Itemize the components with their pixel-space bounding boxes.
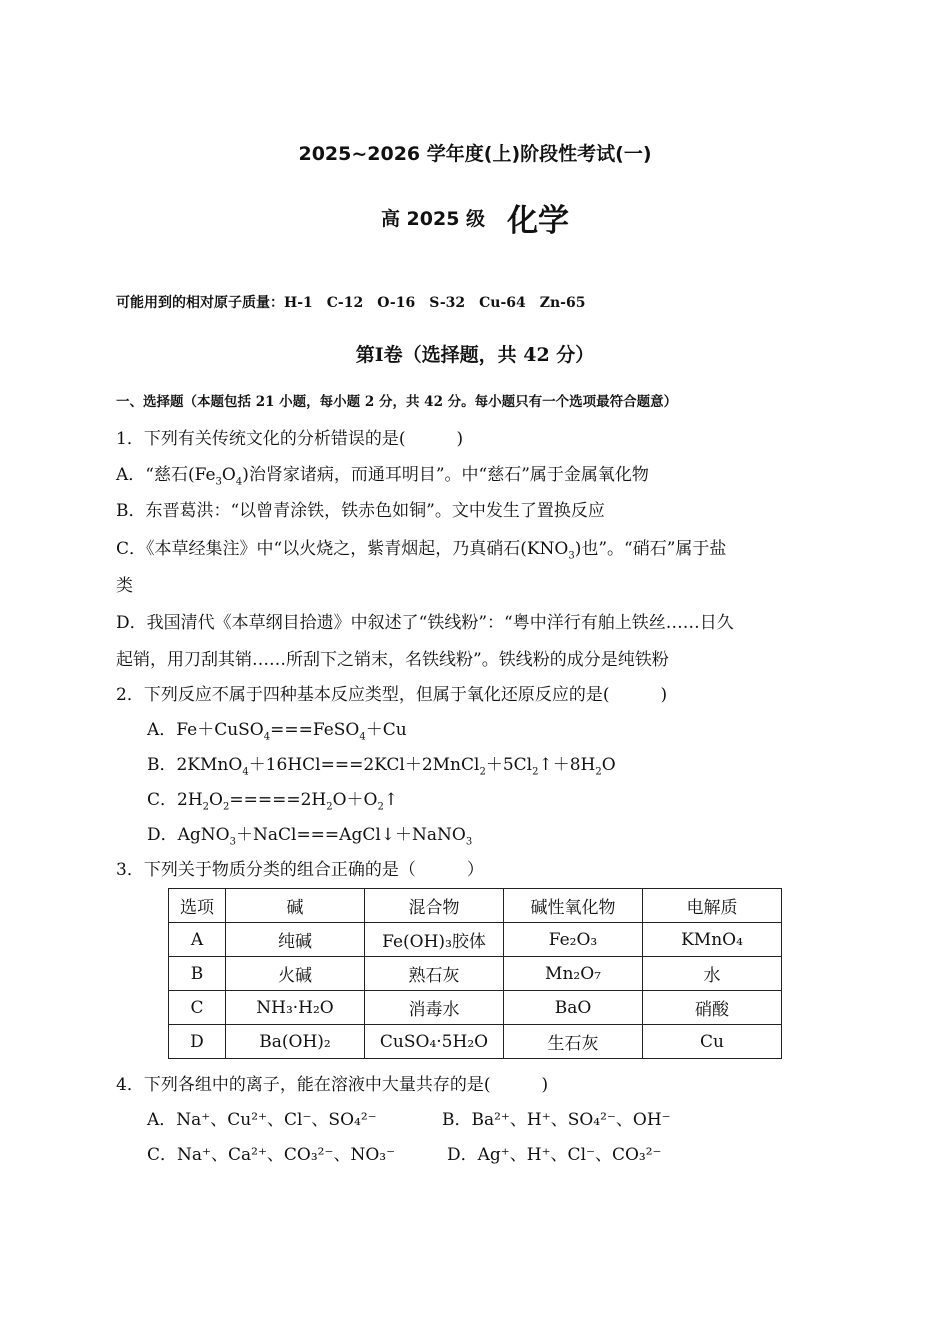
atomic-mass-item: H-1	[284, 295, 313, 311]
table-cell: CuSO₄·5H₂O	[365, 1025, 504, 1059]
table-cell: 水	[643, 957, 782, 991]
atomic-mass-item: Zn-65	[539, 295, 586, 311]
section-description: 一、选择题（本题包括 21 小题，每小题 2 分，共 42 分。每小题只有一个选项最符合题意）	[116, 394, 678, 410]
q1-option-c: C．《本草经集注》中“以火烧之，紫青烟起，乃真硝石$(KNO_3)$也”。“硝石”属于盐	[116, 539, 727, 562]
table-header-cell: 混合物	[365, 889, 504, 923]
table-header-row	[169, 889, 782, 923]
section-title: 第Ⅰ卷（选择题，共 42 分）	[355, 344, 595, 366]
table-cell: BaO	[504, 991, 643, 1025]
table-row	[169, 957, 782, 991]
q3-stem: 3．下列关于物质分类的组合正确的是（ ）	[116, 860, 484, 880]
table-row	[169, 923, 782, 957]
q2-option-a: A．Fe＋CuSO$_4$===FeSO$_4$＋Cu	[147, 720, 407, 743]
atomic-mass-item: Cu-64	[479, 295, 526, 311]
table-header-cell: 选项	[169, 889, 226, 923]
q1-stem: 1．下列有关传统文化的分析错误的是( )	[116, 429, 464, 449]
atomic-mass-item: O-16	[377, 295, 416, 311]
table-header-cell: 电解质	[643, 889, 782, 923]
q2-option-b: B．$2KMnO_4+16HCl===2KCl+2MnCl_2+5Cl_2↑+8H_2O$	[147, 755, 616, 778]
table-cell: 生石灰	[504, 1025, 643, 1059]
table-cell: NH₃·H₂O	[226, 991, 365, 1025]
q1-option-c-continued: 类	[116, 576, 133, 596]
table-row	[169, 1025, 782, 1059]
table-cell: Ba(OH)₂	[226, 1025, 365, 1059]
table-cell: Cu	[643, 1025, 782, 1059]
table-cell: 硝酸	[643, 991, 782, 1025]
table-cell: 火碱	[226, 957, 365, 991]
grade-label: 高 2025 级	[380, 208, 486, 230]
q4-stem: 4．下列各组中的离子，能在溶液中大量共存的是( )	[116, 1075, 549, 1095]
q1-option-b: B．东晋葛洪：“以曾青涂铁，铁赤色如铜”。文中发生了置换反应	[116, 501, 605, 521]
q2-option-d: D．AgNO$_3$＋NaCl===AgCl↓＋NaNO$_3$	[147, 825, 473, 848]
atomic-masses-label: 可能用到的相对原子质量：	[116, 295, 284, 311]
q4-option-a: A．Na⁺、Cu²⁺、Cl⁻、SO₄²⁻	[147, 1110, 377, 1130]
q1-option-d-continued: 起销，用刀刮其销……所刮下之销末，名铁线粉”。铁线粉的成分是纯铁粉	[116, 650, 669, 670]
table-row	[169, 991, 782, 1025]
q2-stem: 2．下列反应不属于四种基本反应类型，但属于氧化还原反应的是( )	[116, 685, 668, 705]
subject-label: 化学	[507, 203, 570, 239]
q4-option-d: D．Ag⁺、H⁺、Cl⁻、CO₃²⁻	[447, 1145, 662, 1165]
exam-title: 2025~2026 学年度(上)阶段性考试(一)	[298, 143, 652, 165]
table-cell: 消毒水	[365, 991, 504, 1025]
table-header-cell: 碱	[226, 889, 365, 923]
table-cell: KMnO₄	[643, 923, 782, 957]
atomic-masses-line	[116, 292, 599, 312]
table-cell: 熟石灰	[365, 957, 504, 991]
q4-option-c: C．Na⁺、Ca²⁺、CO₃²⁻、NO₃⁻	[147, 1145, 396, 1165]
table-cell: B	[169, 957, 226, 991]
atomic-mass-item: S-32	[429, 295, 466, 311]
atomic-mass-item: C-12	[326, 295, 364, 311]
q2-option-c: C．$2H_2O_2=====2H_2O+O_2↑$	[147, 790, 399, 813]
table-cell: Fe₂O₃	[504, 923, 643, 957]
table-cell: Mn₂O₇	[504, 957, 643, 991]
q1-option-a: A．“慈石$(Fe_3O_4)$治肾家诸病，而通耳明目”。中“慈石”属于金属氧化物	[116, 465, 649, 488]
q3-classification-table	[168, 888, 782, 1059]
table-cell: C	[169, 991, 226, 1025]
q4-option-b: B．Ba²⁺、H⁺、SO₄²⁻、OH⁻	[442, 1110, 671, 1130]
table-cell: Fe(OH)₃胶体	[365, 923, 504, 957]
table-header-cell: 碱性氧化物	[504, 889, 643, 923]
table-cell: 纯碱	[226, 923, 365, 957]
table-cell: D	[169, 1025, 226, 1059]
table-cell: A	[169, 923, 226, 957]
q1-option-d: D．我国清代《本草纲目拾遗》中叙述了“铁线粉”：“粤中洋行有舶上铁丝……日久	[116, 613, 734, 633]
grade-subject-header	[0, 195, 950, 240]
